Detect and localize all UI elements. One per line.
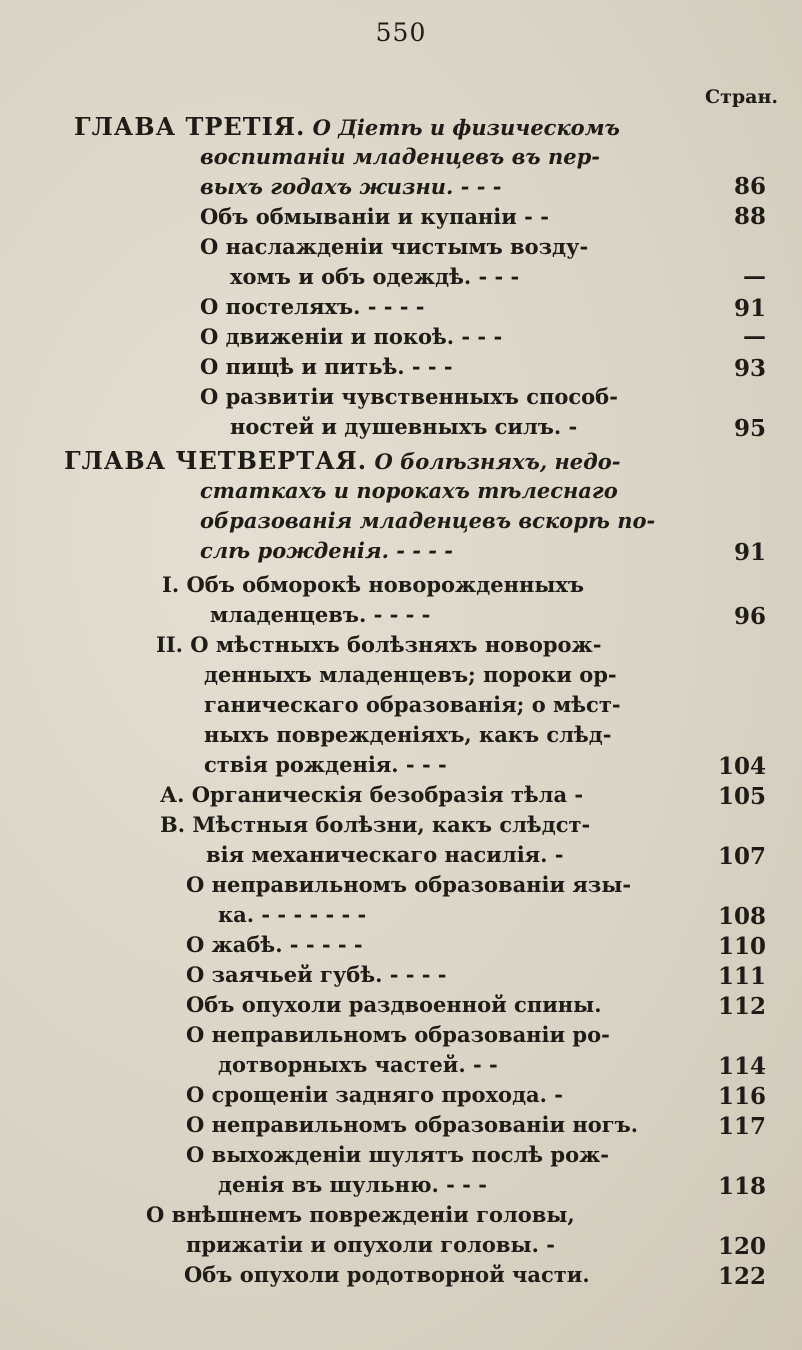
chapter-title: О болѣзняхъ, недо- [367,449,621,474]
toc-line: О срощеніи задняго прохода. - [186,1082,564,1107]
page-ref: — [743,263,766,290]
toc-line: вія механическаго насилія. - [206,842,564,867]
toc-line: ка. - - - - - - - [218,902,367,927]
toc-line: Объ опухоли раздвоенной спины. [186,992,602,1017]
page-ref: 114 [717,1053,766,1080]
toc-line: ныхъ поврежденіяхъ, какъ слѣд- [204,722,612,747]
toc-line: образованія младенцевъ вскорѣ по- [200,508,656,533]
toc-line: денныхъ младенцевъ; пороки ор- [204,662,617,687]
page-ref: 110 [717,933,766,960]
toc-line: статкахъ и порокахъ тѣлеснаго [200,478,618,503]
page-ref: 120 [717,1233,766,1260]
page-ref: 116 [717,1083,766,1110]
toc-line: дотворныхъ частей. - - [218,1052,498,1077]
page-ref: 108 [717,903,766,930]
toc-line: ствія рожденія. - - - [204,752,447,777]
page-ref: 111 [717,963,766,990]
chapter-heading: ГЛАВА ТРЕТІЯ. [74,112,306,141]
toc-line: О неправильномъ образованіи язы- [186,872,632,897]
page-ref: 117 [717,1113,766,1140]
page-ref: — [743,323,766,350]
toc-line [74,112,620,143]
page-ref: 88 [733,203,766,230]
page-ref: 86 [733,173,766,200]
page-ref: 104 [717,753,766,780]
page-ref: 105 [717,783,766,810]
column-header: Стран. [704,86,778,108]
chapter-title: О Діетѣ и физическомъ [305,115,620,140]
toc-line: хомъ и объ одеждѣ. - - - [230,264,520,289]
toc-line: А. Органическія безобразія тѣла - [160,782,584,807]
toc-line: О выхожденіи шулятъ послѣ рож- [186,1142,609,1167]
toc-line: младенцевъ. - - - - [210,602,431,627]
toc-line: денія въ шульню. - - - [218,1172,487,1197]
toc-line: Объ опухоли родотворной части. [184,1262,590,1287]
toc-line: О развитіи чувственныхъ способ- [200,384,618,409]
chapter-heading: ГЛАВА ЧЕТВЕРТАЯ. [64,446,368,475]
toc-line: II. О мѣстныхъ болѣзняхъ новорож- [156,632,602,657]
toc-line: воспитаніи младенцевъ въ пер- [200,144,601,169]
page-ref: 93 [733,355,766,382]
page-ref: 122 [717,1263,766,1290]
toc-line: О внѣшнемъ поврежденіи головы, [146,1202,575,1227]
toc-line: О движеніи и покоѣ. - - - [200,324,503,349]
page-ref: 118 [717,1173,766,1200]
toc-line: О заячьей губѣ. - - - - [186,962,447,987]
toc-line: О пищѣ и питьѣ. - - - [200,354,453,379]
toc-line: О наслажденіи чистымъ возду- [200,234,589,259]
toc-line: I. Объ обморокѣ новорожденныхъ [162,572,585,597]
toc-line: ностей и душевныхъ силъ. - [230,414,578,439]
page-number: 550 [375,18,427,47]
page-ref: 95 [733,415,766,442]
page-ref: 91 [733,295,766,322]
toc-line: О жабѣ. - - - - - [186,932,363,957]
toc-line: О неправильномъ образованіи ро- [186,1022,610,1047]
toc-line: ганическаго образованія; о мѣст- [204,692,621,717]
page-ref: 96 [733,603,766,630]
toc-line: О неправильномъ образованіи ногъ. [186,1112,639,1137]
page-ref: 107 [717,843,766,870]
toc-line: Объ обмываніи и купаніи - - [200,204,549,229]
page-ref: 91 [733,539,766,566]
toc-line: В. Мѣстныя болѣзни, какъ слѣдст- [160,812,591,837]
toc-line: прижатіи и опухоли головы. - [186,1232,555,1257]
page-ref: 112 [717,993,766,1020]
toc-line: О постеляхъ. - - - - [200,294,425,319]
toc-line: слѣ рожденія. - - - - [200,538,454,563]
toc-line: выхъ годахъ жизни. - - - [200,174,502,199]
toc-line [64,446,621,477]
